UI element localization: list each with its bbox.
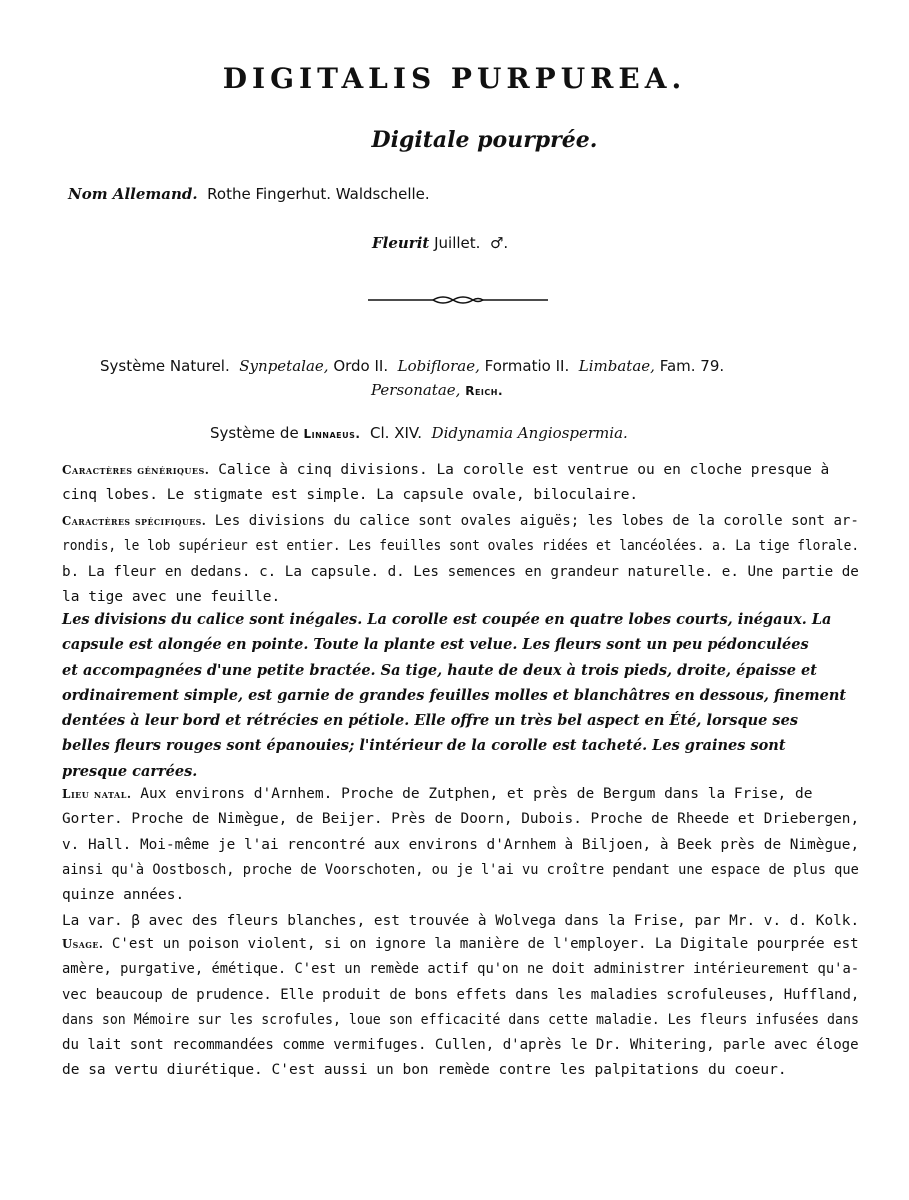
paragraph-line: du lait sont recommandées comme vermifuges. Cullen, d'après le Dr. Whitering, parle avec éloge [62, 1037, 859, 1054]
paragraph-line: C'est un poison violent, si on ignore la manière de l'employer. La Digitale pourprée est [111, 936, 859, 952]
paragraph-line: ainsi qu'à Oostbosch, proche de Voorschoten, ou je l'ai vu croître pendant une espace de plus que [62, 861, 859, 878]
specific-characters-heading: Caractères spécifiques. [62, 514, 207, 528]
usage-paragraph [62, 932, 859, 1084]
paragraph-line: vec beaucoup de prudence. Elle produit de bons effets dans les maladies scrofuleuses, Huffland, [62, 986, 860, 1003]
specific-characters-paragraph [62, 509, 859, 610]
family-author: Reich. [465, 384, 504, 398]
variety-paragraph [62, 909, 859, 934]
paragraph-line: rondis, le lob supérieur est entier. Les feuilles sont ovales ridées et lancéolées. a. La tige florale. [62, 538, 860, 555]
page-title: DIGITALIS PURPUREA. [222, 62, 687, 95]
paragraph-line: quinze années. [62, 887, 185, 904]
paragraph-line: ordinairement simple, est garnie de grandes feuilles molles et blanchâtres en dessous, finement [62, 686, 847, 704]
description-paragraph [62, 607, 859, 784]
paragraph-line: La var. β avec des fleurs blanches, est trouvée à Wolvega dans la Frise, par Mr. v. d. Kolk. [62, 913, 860, 929]
formation-name: Limbatae, [578, 357, 655, 375]
paragraph-line: de sa vertu diurétique. C'est aussi un bon remède contre les palpitations du coeur. [62, 1062, 787, 1079]
linnaeus-author: Linnaeus. [303, 427, 361, 441]
family-number: Fam. 79. [659, 357, 725, 375]
paragraph-line: cinq lobes. Le stigmate est simple. La capsule ovale, biloculaire. [62, 487, 639, 504]
german-name-label: Nom Allemand. [68, 185, 198, 203]
paragraph-line: Gorter. Proche de Nimègue, de Beijer. Près de Doorn, Dubois. Proche de Rheede et Driebergen, [62, 811, 860, 828]
paragraph-line: la tige avec une feuille. [62, 588, 281, 605]
page-subtitle: Digitale pourprée. [371, 127, 598, 153]
usage-heading: Usage. [62, 937, 104, 951]
linnaeus-class: Cl. XIV. [370, 424, 422, 442]
natural-system-family-line [371, 381, 503, 399]
flowering-line [372, 234, 508, 252]
natural-system-line [100, 357, 724, 375]
paragraph-line: et accompagnées d'une petite bractée. Sa tige, haute de deux à trois pieds, droite, épaisse et [62, 661, 817, 679]
german-names: Rothe Fingerhut. Waldschelle. [207, 185, 430, 203]
family-name: Personatae, [371, 381, 461, 399]
paragraph-line: Calice à cinq divisions. La corolle est ventrue ou en cloche presque à [218, 462, 830, 478]
ordo: Ordo II. [333, 357, 389, 375]
native-place-paragraph [62, 782, 859, 908]
paragraph-line: dentées à leur bord et rétrécies en pétiole. Elle offre un très bel aspect en Été, lorsque ses [62, 712, 798, 730]
paragraph-line: Aux environs d'Arnhem. Proche de Zutphen, et près de Bergum dans la Frise, de [140, 786, 813, 802]
native-place-heading: Lieu natal. [62, 787, 132, 801]
paragraph-line: dans son Mémoire sur les scrofules, loue son efficacité dans cette maladie. Les fleurs infusées dans [62, 1011, 859, 1028]
ornament-divider [368, 294, 548, 306]
paragraph-line: presque carrées. [62, 762, 198, 780]
paragraph-line: capsule est alongée en pointe. Toute la plante est velue. Les fleurs sont un peu pédonculées [62, 636, 809, 654]
order-name: Lobiflorae, [397, 357, 480, 375]
paragraph-line: b. La fleur en dedans. c. La capsule. d. Les semences en grandeur naturelle. e. Une partie de [62, 563, 859, 580]
linnaeus-prefix: Système de [210, 424, 299, 442]
class-name: Synpetalae, [239, 357, 329, 375]
german-name-line [68, 185, 430, 203]
linnaeus-system-line [210, 424, 628, 442]
flowering-label: Fleurit [372, 234, 430, 252]
paragraph-line: v. Hall. Moi-même je l'ai rencontré aux environs d'Arnhem à Biljoen, à Beek près de Nimègue, [62, 836, 860, 853]
paragraph-line: belles fleurs rouges sont épanouies; l'intérieur de la corolle est tacheté. Les graines sont [62, 737, 786, 755]
natural-system-prefix: Système Naturel. [100, 357, 230, 375]
linnaeus-name: Didynamia Angiospermia. [431, 424, 628, 442]
generic-characters-paragraph [62, 458, 859, 509]
flowering-month: Juillet. [434, 234, 481, 252]
generic-characters-heading: Caractères génériques. [62, 463, 210, 477]
formatio: Formatio II. [484, 357, 570, 375]
paragraph-line: amère, purgative, émétique. C'est un remède actif qu'on ne doit administrer intérieurement qu'a- [62, 961, 860, 978]
paragraph-line: Les divisions du calice sont ovales aiguës; les lobes de la corolle sont ar- [214, 513, 859, 529]
perennial-symbol: ♂. [489, 234, 509, 252]
paragraph-line: Les divisions du calice sont inégales. La corolle est coupée en quatre lobes courts, inégaux. La [62, 611, 832, 628]
